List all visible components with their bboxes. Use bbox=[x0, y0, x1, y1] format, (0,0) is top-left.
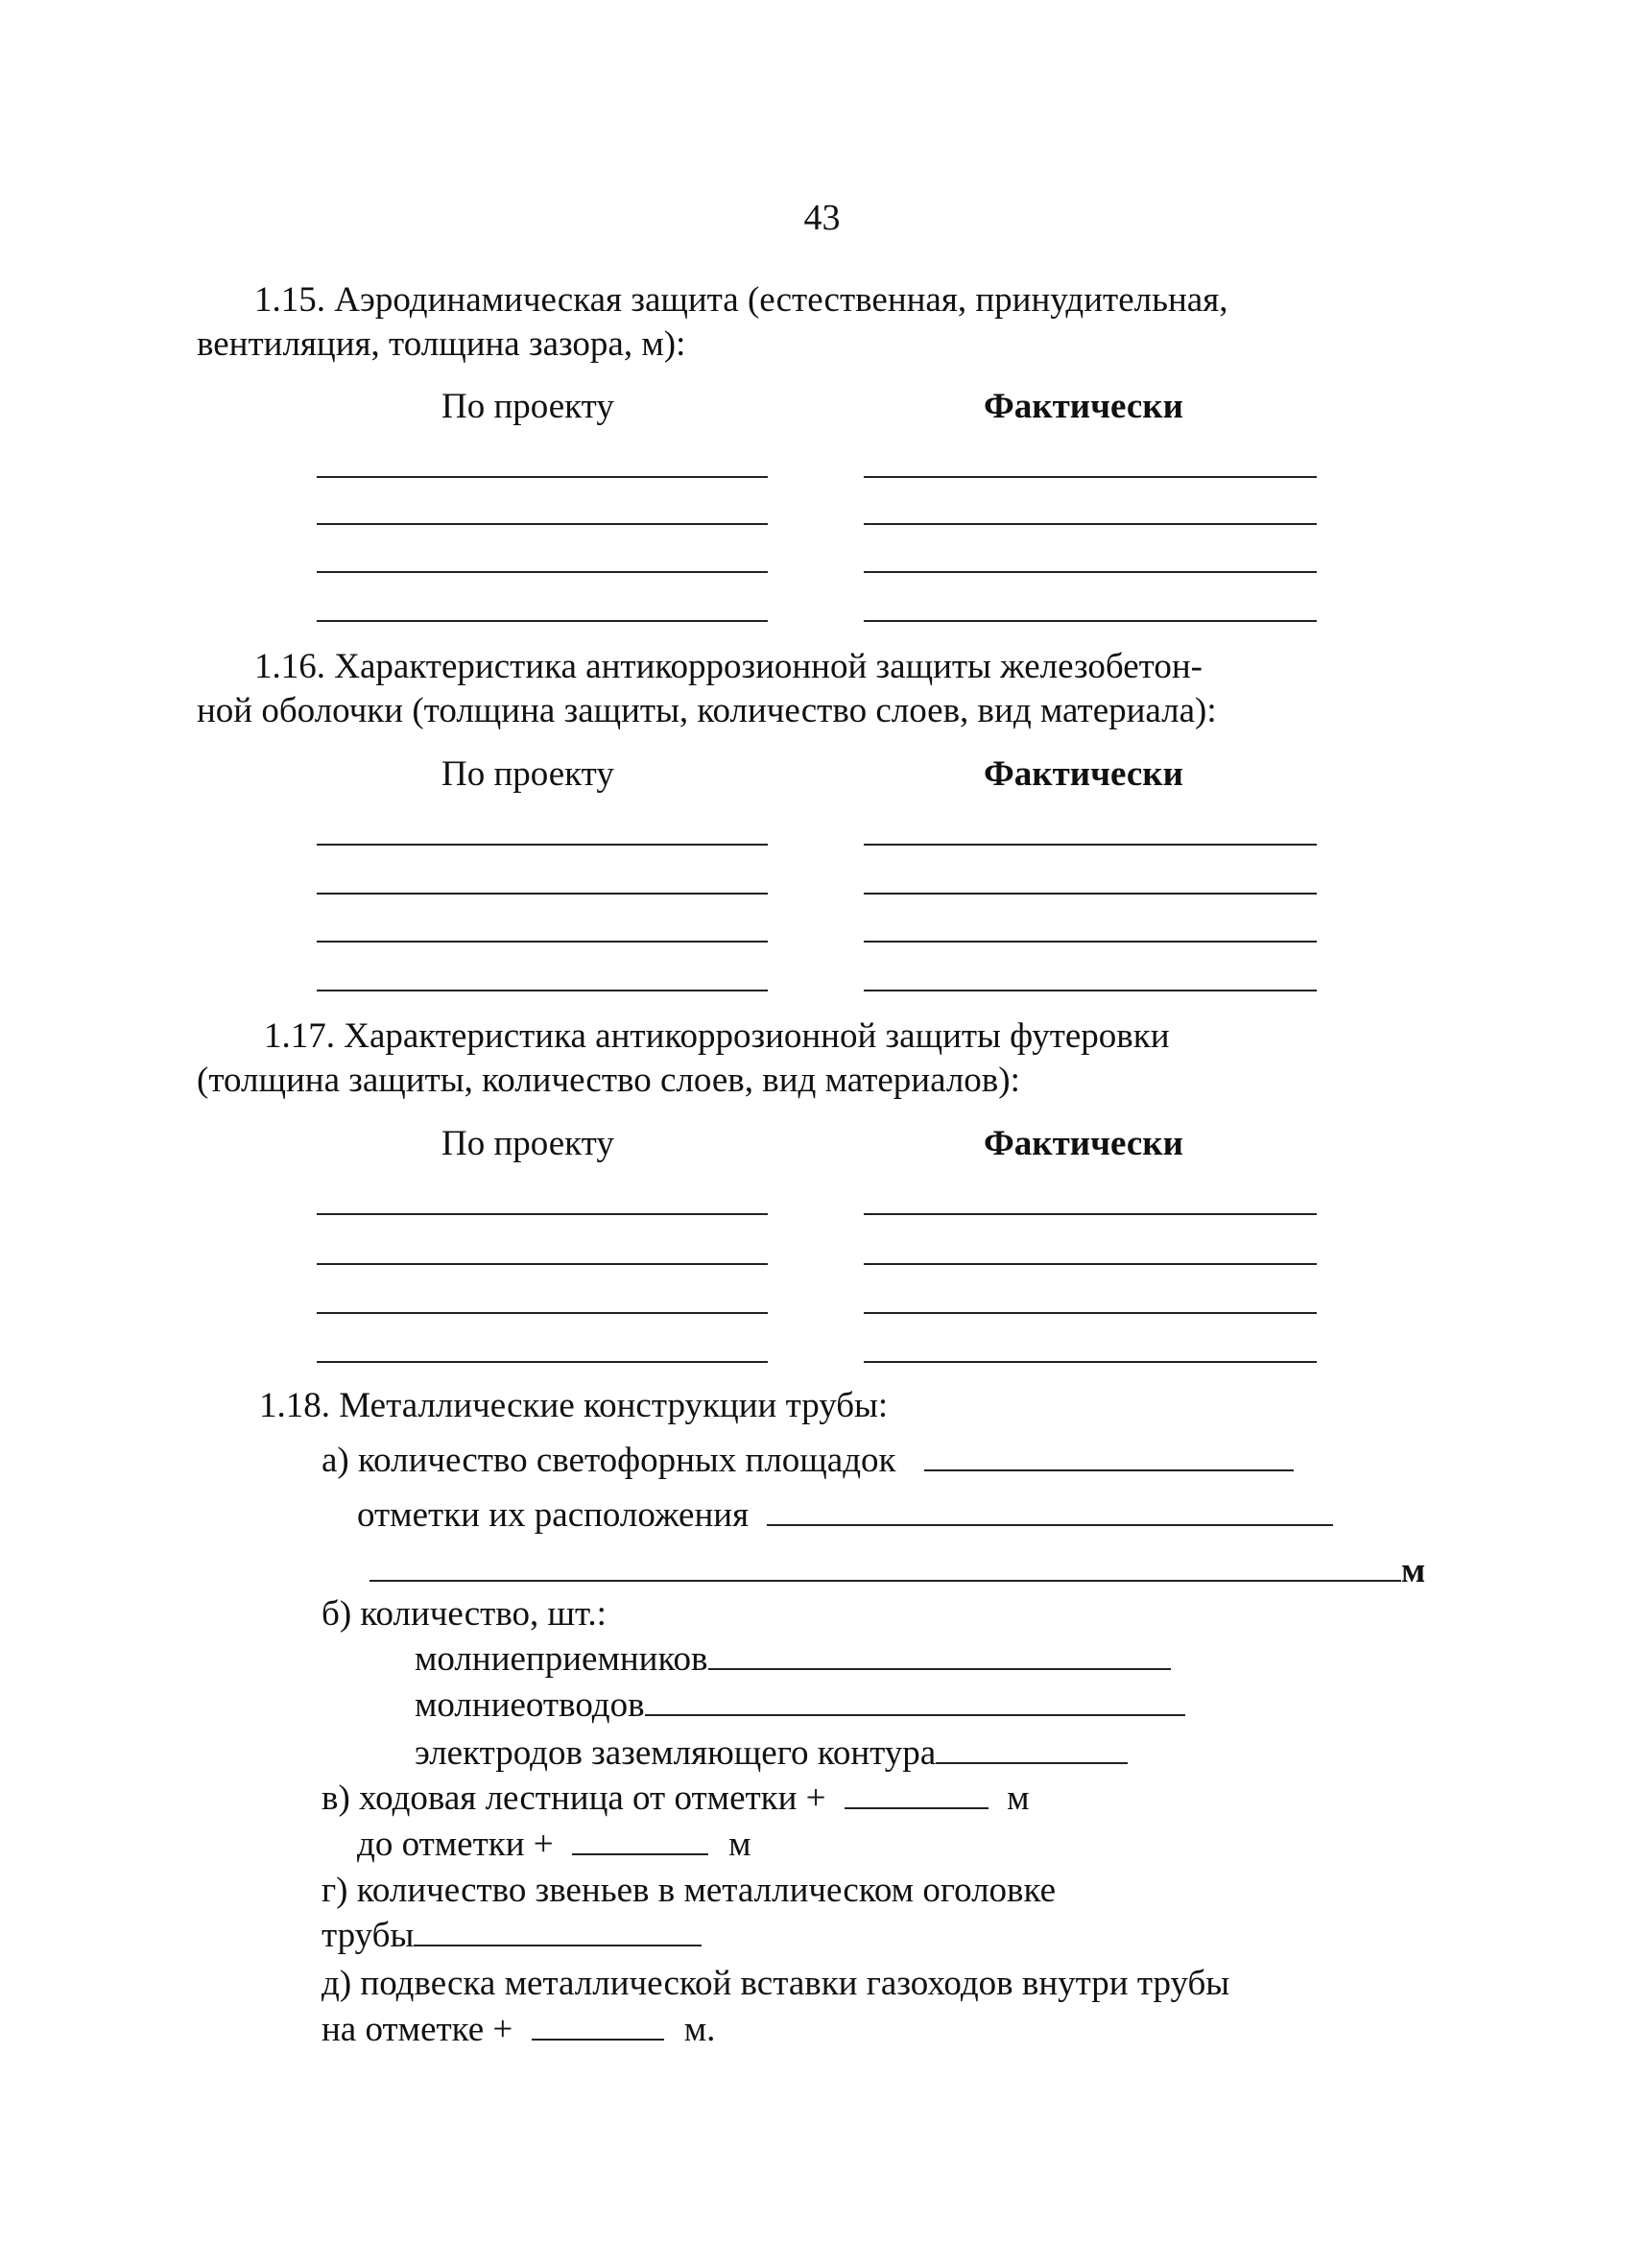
section-1-15-project-line-3[interactable] bbox=[317, 571, 768, 573]
item-e-label1: д) подвеска металлической вставки газоходов внутри трубы bbox=[322, 1964, 1230, 2003]
item-e-label2: на отметке + bbox=[322, 2010, 513, 2049]
item-a-marks-label: отметки их расположения bbox=[357, 1495, 750, 1535]
page-number: 43 bbox=[803, 198, 841, 238]
item-a-row bbox=[322, 1440, 1294, 1481]
section-1-16-text bbox=[197, 645, 1435, 733]
section-1-16-actual-line-1[interactable] bbox=[864, 844, 1317, 846]
section-1-17-project-line-2[interactable] bbox=[317, 1263, 768, 1265]
item-b-label: б) количество, шт.: bbox=[322, 1594, 607, 1634]
section-1-15-col-actual: Фактически bbox=[984, 387, 1183, 426]
section-1-15-project-line-4[interactable] bbox=[317, 620, 768, 622]
section-1-16-line1: 1.16. Характеристика антикоррозионной защиты железобетон- bbox=[254, 647, 1203, 686]
section-1-16-actual-line-3[interactable] bbox=[864, 941, 1317, 943]
section-1-15-project-line-1[interactable] bbox=[317, 476, 768, 478]
item-d-label2: трубы bbox=[322, 1916, 415, 1955]
item-b-electrodes-label: электродов заземляющего контура bbox=[415, 1733, 937, 1773]
section-1-15-actual-line-1[interactable] bbox=[864, 476, 1317, 478]
section-1-17-project-line-4[interactable] bbox=[317, 1361, 768, 1363]
section-1-16-project-line-1[interactable] bbox=[317, 844, 768, 846]
section-1-15-col-project: По проекту bbox=[441, 387, 614, 426]
section-1-15-project-line-2[interactable] bbox=[317, 523, 768, 525]
item-e-field[interactable] bbox=[532, 2010, 664, 2041]
section-1-16-project-line-2[interactable] bbox=[317, 893, 768, 895]
section-1-15-line2: вентиляция, толщина зазора, м): bbox=[197, 324, 686, 364]
section-1-17-actual-line-1[interactable] bbox=[864, 1213, 1317, 1215]
section-1-15-line1: 1.15. Аэродинамическая защита (естественная, принудительная, bbox=[254, 280, 1228, 320]
section-1-17-actual-line-3[interactable] bbox=[864, 1312, 1317, 1314]
section-1-16-col-project: По проекту bbox=[441, 754, 614, 794]
item-b-label-row bbox=[322, 1593, 607, 1635]
section-1-17-actual-line-2[interactable] bbox=[864, 1263, 1317, 1265]
item-e-row2 bbox=[322, 2009, 715, 2050]
section-1-16-project-line-3[interactable] bbox=[317, 941, 768, 943]
item-b-lightning-receivers-field[interactable] bbox=[708, 1639, 1171, 1670]
section-1-18-heading bbox=[259, 1385, 888, 1426]
section-1-17-col-project: По проекту bbox=[441, 1124, 614, 1163]
section-1-16-actual-line-4[interactable] bbox=[864, 990, 1317, 991]
item-e-row1 bbox=[322, 1963, 1229, 2004]
section-1-15-actual-line-4[interactable] bbox=[864, 620, 1317, 622]
section-1-15-text bbox=[197, 278, 1435, 367]
section-1-15-actual-line-3[interactable] bbox=[864, 571, 1317, 573]
item-a-marks-row bbox=[357, 1494, 1333, 1536]
section-1-17-project-line-3[interactable] bbox=[317, 1312, 768, 1314]
item-c-unit2: м bbox=[728, 1825, 751, 1864]
item-c-label: в) ходовая лестница от отметки + bbox=[322, 1779, 826, 1818]
item-e-unit: м. bbox=[683, 2010, 716, 2049]
item-b-lightning-receivers-row bbox=[415, 1638, 1171, 1680]
section-1-16-project-line-4[interactable] bbox=[317, 990, 768, 991]
item-d-field[interactable] bbox=[414, 1916, 702, 1946]
item-c-to-row bbox=[357, 1824, 751, 1865]
section-1-16-actual-line-2[interactable] bbox=[864, 893, 1317, 895]
item-b-lightning-receivers-label: молниеприемников bbox=[415, 1639, 708, 1679]
section-1-17-project-line-1[interactable] bbox=[317, 1213, 768, 1215]
item-b-electrodes-row bbox=[415, 1732, 1128, 1774]
item-a-unit: м bbox=[1401, 1551, 1426, 1590]
item-a-count-field[interactable] bbox=[924, 1441, 1294, 1471]
item-b-electrodes-field[interactable] bbox=[936, 1733, 1128, 1764]
item-b-down-conductors-row bbox=[415, 1684, 1185, 1726]
item-b-down-conductors-label: молниеотводов bbox=[415, 1685, 645, 1725]
item-a-marks-continuation-row bbox=[369, 1550, 1425, 1591]
item-a-label: а) количество светофорных площадок bbox=[322, 1441, 896, 1480]
section-1-16-col-actual: Фактически bbox=[984, 754, 1183, 794]
section-1-17-col-actual: Фактически bbox=[984, 1124, 1183, 1163]
item-d-label1: г) количество звеньев в металлическом оголовке bbox=[322, 1871, 1057, 1910]
section-1-18-heading-text: 1.18. Металлические конструкции трубы: bbox=[259, 1386, 889, 1425]
item-d-row2 bbox=[322, 1915, 702, 1956]
item-c-to-field[interactable] bbox=[572, 1825, 708, 1855]
section-1-17-text bbox=[197, 1015, 1435, 1103]
item-a-marks-field-2[interactable] bbox=[369, 1551, 1401, 1582]
section-1-15-actual-line-2[interactable] bbox=[864, 523, 1317, 525]
item-c-row bbox=[322, 1778, 1029, 1819]
item-c-unit1: м bbox=[1007, 1779, 1030, 1818]
section-1-16-line2: ной оболочки (толщина защиты, количество слоев, вид материала): bbox=[197, 691, 1217, 730]
item-b-down-conductors-field[interactable] bbox=[645, 1685, 1185, 1716]
item-d-row1 bbox=[322, 1870, 1056, 1911]
item-c-to-label: до отметки + bbox=[357, 1825, 554, 1864]
section-1-17-line2: (толщина защиты, количество слоев, вид материалов): bbox=[197, 1061, 1020, 1100]
section-1-17-line1: 1.17. Характеристика антикоррозионной защиты футеровки bbox=[264, 1016, 1170, 1056]
section-1-17-actual-line-4[interactable] bbox=[864, 1361, 1317, 1363]
item-c-from-field[interactable] bbox=[845, 1779, 989, 1809]
item-a-marks-field[interactable] bbox=[767, 1495, 1333, 1526]
